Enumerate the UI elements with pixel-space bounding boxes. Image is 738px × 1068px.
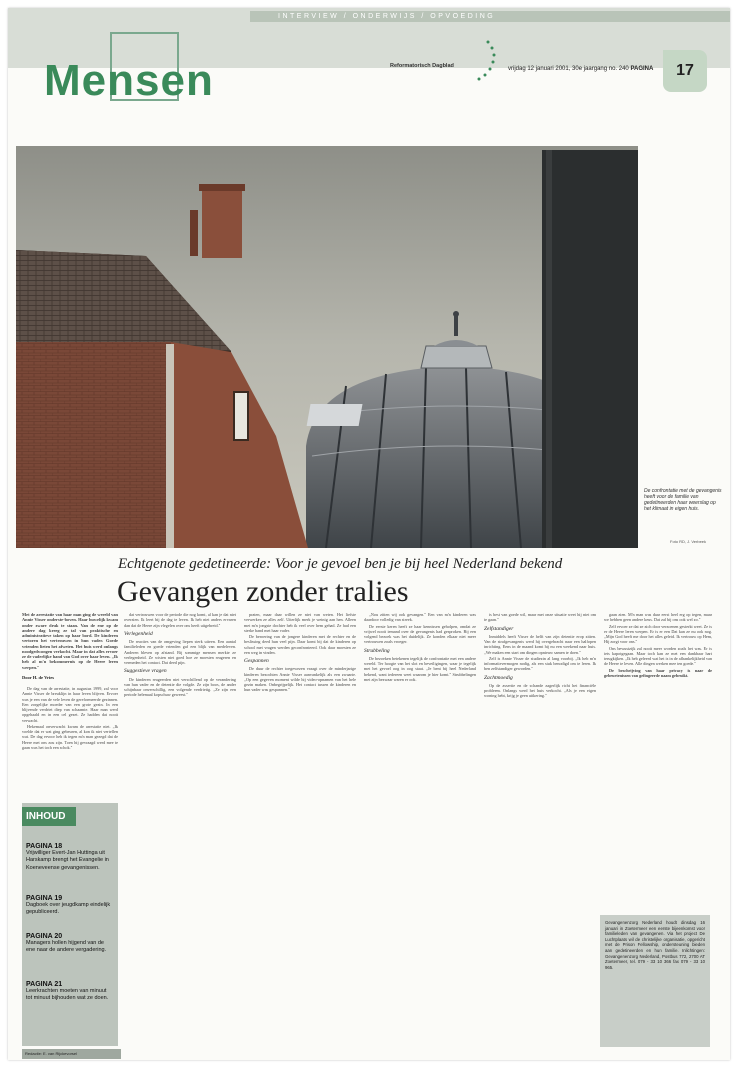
article-column-5 <box>484 612 596 700</box>
paragraph: dat vertrouwen voor de periode die nog komt, al kan je dat niet overzien. Ik leert bij de dag te leven. Ik heb niet anders ervaren dan dat de Heere zijn vlegelen over ons heeft uitgebreid." <box>124 612 236 628</box>
paragraph: gaan zien. M'n man was daar eerst heel erg op tegen, maar we hebben geen andere keus. Dat zal bij ons ook wel zo." <box>604 612 712 623</box>
subheading: Strubbeling <box>364 647 390 654</box>
contents-text: Dagboek over jeugdkamp eindelijk gepubliceerd. <box>26 902 111 916</box>
dateline <box>508 66 653 72</box>
paragraph: Op de assertie en de schande zagerlijk richt het financiële probleem. Onlangs werd het huis verkocht. „Als je een eigen woning hebt, krijg je geen uitkering." <box>484 682 596 699</box>
subheading: Suggestieve vragen <box>124 668 167 675</box>
section-title: Mensen <box>44 56 214 105</box>
paragraph: De beroering van de jongere kinderen met de rechter en de beslissing deed hun veel pijn. Daar komt bij dat de kinderen op school met vragen werden geconfronteerd. Ook daar moesten ze een weg in vinden. <box>244 634 356 655</box>
contents-page: PAGINA 18 <box>26 843 63 850</box>
contents-item <box>26 895 112 917</box>
contents-text: Leerkrachten moeten van minuut tot minuut bijhouden wat ze doen. <box>26 988 109 1002</box>
article-column-6 <box>604 612 712 679</box>
info-box: Gevangenenzorg Nederland houdt dinsdag 16 januari in Zoetermeer een eerste bijeenkomst voor familieleden van gevangenen. Via het project De Luchtplaats wil de christelijke organisatie, opgericht met de Prison Fellowship, ondersteuning bieden aan gedetineerden en hun familie. Inlichtingen: Gevangenenzorg Nederland, Postbus 772, 2700 AT Zoetermeer, tel. 079 - 33 10 366 fax 079 - 33 10 965. <box>600 915 710 1047</box>
contents-text: Vrijwilliger Evert-Jan Huttinga uit Harskamp brengt het Evangelie in Koeneveense gevangenissen. <box>26 850 109 871</box>
photo-caption: De confrontatie met de gevangenis heeft voor de familie van gedetineerden haar weerslag op het klimaat in eigen huis. <box>644 488 722 512</box>
photo-credit: Foto RD, J. Verbeek <box>670 539 707 544</box>
contents-footer: Redactie: E. van Rijckevorsel <box>22 1049 121 1059</box>
contents-page: PAGINA 19 <box>26 895 63 902</box>
article-column-4 <box>364 612 476 683</box>
paragraph: Hekemaal onverwacht kwam de arrestatie niet. „Ik voelde dat er wat ging gebeuren, al kon ik niet vertellen wat. De dag ervoor heb ik tegen m'n man gezegd dat de Heere met ons zou zijn. Toen hij gevraagd werd mee te gaan was het toch een schok." <box>22 723 118 750</box>
contents-item <box>26 843 112 872</box>
article-kicker: Echtgenote gedetineerde: Voor je gevoel ben je bij heel Nederland bekend <box>118 556 563 572</box>
contents-page: PAGINA 21 <box>26 981 63 988</box>
paragraph: praten, maar daar willen ze niet van weten. Het liefste verwerken ze alles zelf. Uiterlijk merk je weinig aan hen. Alleen met m'n jongste dochter heb ik veel over hem gehad. Ze had een sterke band met haar vader. <box>244 612 356 633</box>
privacy-note: De beschrijving van haar privacy is naar de gebeurtenissen van gefingeerde naam gebruikt. <box>604 667 712 678</box>
contents-item <box>26 981 112 1003</box>
contents-page: PAGINA 20 <box>26 933 63 940</box>
subheading: Gespannen <box>244 658 269 664</box>
article-intro: Met de arrestatie van haar man ging de wereld van Annie Visser onderste-boven. Haar huwelijk kwam onder zware druk te staan. Van de ene op de andere dag kreeg ze tal van praktische en administratieve taken op haar bord. De kinderen vertoren het vertrouwen in hun vader. Goede vrienden lieten het afweten. Het huis werd onlangs noodgedwongen verkocht. Maar in dat alles ervoer ze de vaderlijke hand van God over haar leven. „Ik heb al m'n bekommernis op de Heere leren werpen." <box>22 612 118 670</box>
article-column-2 <box>124 612 236 699</box>
prison-dome-photo <box>16 146 638 548</box>
paragraph: is best van goede wil, maar met onze situatie weet hij niet om te gaan." <box>484 612 596 623</box>
paragraph: De reacties van de omgeving liepen sterk uiteen. Een aantal familieleden en goede vrienden gaf een blijk van medeleven. Anderen bleven op afstand. Bij sommige mensen merkte ze verlegenheid. Ze wisten niet goed hoe ze moesten reageren en vermeden het contact. Dat deed pijn. <box>124 639 236 665</box>
paragraph: Zelf ervoer ze dat ze zich door verzoenen gesterkt weet. Ze is er de Heere leren werpen. Er is er een Dat kan ze nu ook nog. „Mijn God heeft me door het alles geleid. Ik vertrouw op Hem, Hij zorgt voor ons." <box>604 623 713 645</box>
rubriek-bar: INTERVIEW / ONDERWIJS / OPVOEDING <box>250 11 730 22</box>
contents-text: Managers hollen hijgend van de ene naar de andere vergadering. <box>26 940 107 954</box>
paragraph: Ons bewustzijk zal nooit meer worden zoals het was. Er is iets kapotgegaan. Maar toch kan ze met een dankbaar hart terugkijken. „Ik heb geleerd wat het is in de afhankelijkheid van de Heere te leven. Alle dingen werken mee ten goede." <box>604 645 712 667</box>
paragraph: Zelf is Annie Visser de studiezin al lang voorbij. „Ik heb m'n informatievermogen nodig, als een stuk benodigd om te leren. Ik ben zelfstandiger geworden." <box>484 655 596 672</box>
page-label: PAGINA <box>630 66 654 72</box>
newspaper-page <box>8 8 730 1060</box>
date: vrijdag 12 januari 2001, 30e jaargang no. 240 <box>508 66 629 72</box>
main-photo <box>16 146 638 548</box>
subheading: Verlegenheid <box>124 630 153 637</box>
contents-box <box>22 803 118 1046</box>
subheading: Zachtmoedig <box>484 674 513 681</box>
paragraph: De bezoeken betekenen tegelijk de confrontatie met een andere wereld. Ter hoogte van het slot en beveiligingen, waar je tegelijk met het gevoel oog in oog staat. „Je bent bij heel Nederland bekend, want iedereen weet waarom je hier komt." Strubbelingen met zijn bezwaar waren er ook. <box>364 655 476 682</box>
paragraph: De eerste keren heeft ze haar kennissen geholpen, omdat ze vrijwel nooit iemand over de gevangenis had gesproken. Bij een volgend bezoek was het duidelijk. Ze konden elkaar niet meer vertrouwen zoals vroeger. <box>364 623 476 645</box>
article-headline: Gevangen zonder tralies <box>117 575 409 608</box>
subheading: Zelfstandiger <box>484 625 514 632</box>
decorative-dots-arc <box>450 36 500 86</box>
paragraph: De dag van de arrestatie, in augustus 1999, zal voor Annie Visser de breuklijn in haar leven blijven. Ervoer was je een van de vele leven de gereformeerde gezinnen. Een zorgelijke moeder van een grote gezin. In een blijvende verdriet diep van schaamte. Haar man werd opgehaald en in een cel gezet. Ze hadden dat nooit verwacht. <box>22 686 118 723</box>
paragraph: De kinderen reageerden niet verschillend op de verandering van hun vader en de detentie die volgde. Ze zijn boos, de ander schijnbaar onverschillig, een volgende verdrietig. „Ze zijn een periode helemaal kopschuw geweest." <box>124 676 236 698</box>
paragraph: „Nou zitten wij ook gevangen." Een van m'n kinderen was daardoor volledig van streek. <box>364 612 476 623</box>
article-column-1 <box>22 612 118 751</box>
paragraph: De duur de rechter toegewezen vraagt over de minderjarige kinderen bezochten Annie Visser aanvankelijk als een zwaarte. „Op een gegeven moment wilde hij video-opnamen van het hele gezin maken. Onbegrijpelijk. Het contact tussen de kinderen en hun vader was gespannen." <box>244 666 356 693</box>
page-number: 17 <box>663 50 707 92</box>
contents-item <box>26 933 112 955</box>
paragraph: Inmiddels heeft Visser de helft van zijn detentie erop zitten. Van de strafgevangenis werd hij overgebracht naar een halfopen inrichting. Eens in de maand komt hij nu een weekend naar huis. „We maken een start om dingen opnieuw samen te doen." <box>484 633 596 655</box>
article-byline: Door H. de Vries <box>22 674 54 680</box>
contents-title: INHOUD <box>22 807 76 826</box>
article-column-3 <box>244 612 356 694</box>
newspaper-name: Reformatorisch Dagblad <box>390 63 454 69</box>
